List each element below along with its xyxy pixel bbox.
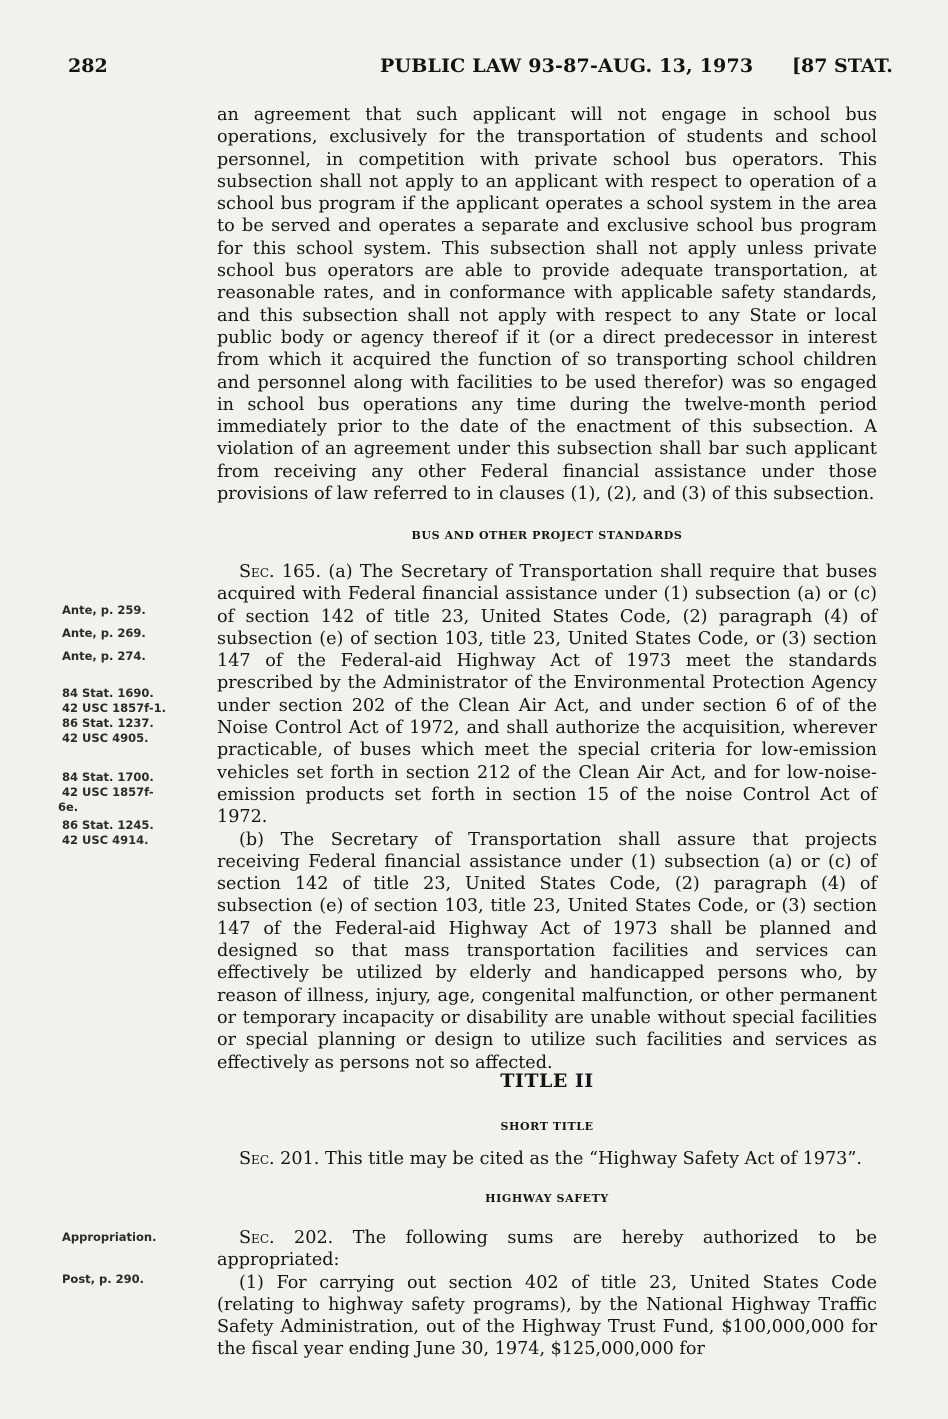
margin-note-citations-2 bbox=[58, 770, 212, 815]
margin-note-text: Ante, p. 274. bbox=[62, 649, 146, 663]
margin-note-text: Ante, p. 269. bbox=[62, 626, 146, 640]
section-201 bbox=[217, 1148, 877, 1170]
margin-note-text: 84 Stat. 1690. bbox=[62, 686, 154, 700]
section-165-para-b: (b) The Secretary of Transportation shall assure that projects receiving Federal financial assistance under (1) subsection (a) or (c) of section 142 of title 23, United States Code, (2) paragraph (4) of subsection (e) of section 103, title 23, United States Code, or (3) section 147 of the Federal-aid Highway Act of 1973 shall be planned and designed so that mass transportation facilities and services can effectively be utilized by elderly and handicapped persons who, by reason of illness, injury, age, congenital malfunction, or other permanent or temporary incapacity or disability are unable without special facilities or special planning or design to utilize such facilities and services as effectively as persons not so affected. bbox=[217, 829, 877, 1073]
page-number: 282 bbox=[68, 55, 108, 77]
margin-note-text: 42 USC 4905. bbox=[62, 731, 149, 745]
margin-note-ante-259 bbox=[62, 603, 212, 618]
continuation-text: an agreement that such applicant will not engage in school bus operations, exclusively for the transportation of students and school personnel, in competition with private school bus operators. This subsection shall not apply to an applicant with respect to operation of a school bus program if the applicant operates a school system in the area to be served and operates a separate and exclusive school bus program for this school system. This subsection shall not apply unless private school bus operators are able to provide adequate transportation, at reasonable rates, and in conformance with applicable safety standards, and this subsection shall not apply with respect to any State or local public body or agency thereof if it (or a direct predecessor in interest from which it acquired the function of so transporting school children and personnel along with facilities to be used therefor) was so engaged in school bus operations any time during the twelve-month period immediately prior to the date of the enactment of this subsection. A violation of an agreement under this subsection shall bar such applicant from receiving any other Federal financial assistance under those provisions of law referred to in clauses (1), (2), and (3) of this subsection. bbox=[217, 105, 877, 505]
margin-note-text: Appropriation. bbox=[62, 1230, 157, 1244]
margin-note-text: Post, p. 290. bbox=[62, 1272, 145, 1286]
section-201-text: This title may be cited as the “Highway Safety Act of 1973”. bbox=[324, 1149, 862, 1169]
margin-note-ante-274 bbox=[62, 649, 212, 664]
section-201-para bbox=[217, 1148, 877, 1170]
margin-note-text: 42 USC 1857f- bbox=[62, 785, 154, 799]
margin-note-text: 86 Stat. 1245. bbox=[62, 818, 154, 832]
margin-note-text: 86 Stat. 1237. bbox=[62, 716, 154, 730]
short-title-heading: SHORT TITLE bbox=[500, 1120, 594, 1133]
margin-note-ante-269 bbox=[62, 626, 212, 641]
section-202-intro bbox=[217, 1227, 877, 1272]
section-202 bbox=[217, 1227, 877, 1361]
section-202-label: Sec. 202. bbox=[239, 1228, 334, 1248]
section-heading-bus-standards: BUS AND OTHER PROJECT STANDARDS bbox=[411, 529, 683, 542]
section-201-label: Sec. 201. bbox=[239, 1149, 320, 1169]
section-165-label: Sec. 165. bbox=[239, 562, 322, 582]
margin-note-citations-1 bbox=[62, 686, 212, 746]
running-title: PUBLIC LAW 93-87-AUG. 13, 1973 bbox=[380, 55, 754, 77]
continuation-paragraph bbox=[217, 104, 877, 505]
margin-note-citations-3 bbox=[62, 818, 212, 848]
title-ii-heading: TITLE II bbox=[500, 1070, 594, 1092]
margin-note-post-290 bbox=[62, 1272, 212, 1287]
section-165 bbox=[217, 561, 877, 1074]
highway-safety-heading: HIGHWAY SAFETY bbox=[485, 1192, 609, 1205]
margin-note-text: 84 Stat. 1700. bbox=[62, 770, 154, 784]
page-header bbox=[0, 55, 948, 85]
margin-note-appropriation bbox=[62, 1230, 212, 1245]
section-165-a-text: (a) The Secretary of Transportation shall require that buses acquired with Federal financial assistance under (1) subsection (a) or (c) of section 142 of title 23, United States Code, (2) paragraph (4) of subsection (e) of section 103, title 23, United States Code, or (3) section 147 of the Federal-aid Highway Act of 1973 meet the standards prescribed by the Administrator of the Environmental Protection Agency under section 202 of the Clean Air Act, and under section 6 of of the Noise Control Act of 1972, and shall authorize the acquisition, wherever practicable, of buses which meet the special criteria for low-emission vehicles set forth in section 212 of the Clean Air Act, and for low-noise-emission products set forth in section 15 of the noise Control Act of 1972. bbox=[217, 562, 877, 828]
volume-reference: [87 STAT. bbox=[792, 55, 893, 77]
margin-note-text: 42 USC 4914. bbox=[62, 833, 149, 847]
section-165-para-a bbox=[217, 561, 877, 829]
margin-note-text: 6e. bbox=[58, 800, 79, 814]
section-202-text: The following sums are hereby authorized to be appropriated: bbox=[217, 1228, 878, 1271]
section-202-clause-1: (1) For carrying out section 402 of title 23, United States Code (relating to highway safety programs), by the National Highway Traffic Safety Administration, out of the Highway Trust Fund, $100,000,000 for the fiscal year ending June 30, 1974, $125,000,000 for bbox=[217, 1272, 877, 1360]
margin-note-text: Ante, p. 259. bbox=[62, 603, 146, 617]
margin-note-text: 42 USC 1857f-1. bbox=[62, 701, 167, 715]
